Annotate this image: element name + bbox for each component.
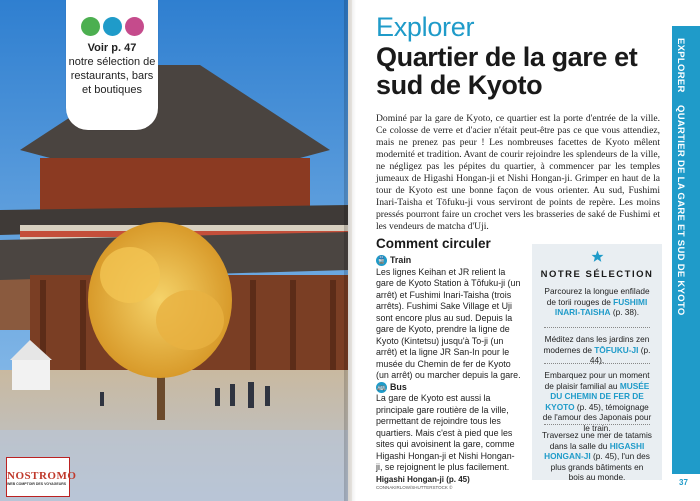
- top-pick-item: [542, 334, 652, 366]
- train-icon: 🚆: [376, 255, 387, 266]
- side-tab-chapter-label: QUARTIER DE LA GARE ET SUD DE KYOTO: [675, 105, 686, 316]
- train-subheading: [376, 255, 521, 267]
- see-also-text: [66, 41, 158, 97]
- top-pick-text: Traversez une mer de tatamis dans la salle du: [542, 430, 652, 451]
- book-gutter-shadow: [344, 0, 356, 501]
- top-pick-highlight: MUSÉE DU CHEMIN DE FER DE KYOTO: [545, 380, 650, 412]
- bus-icon: 🚌: [376, 382, 387, 393]
- photo-credit: CONNAKIRLOW/SHUTTERSTOCK ©: [376, 485, 453, 490]
- watermark-brand: NOSTROMO: [7, 470, 77, 482]
- watermark-subtitle: WEB COMPTOIR DES VOYAGEURS: [7, 482, 67, 486]
- photo-caption: Higashi Hongan-ji (p. 45): [376, 475, 470, 484]
- shopping-bag-icon: [125, 17, 144, 36]
- top-pick-text: Embarquez pour un moment de plaisir familial au: [544, 370, 650, 391]
- top-pick-page: (p. 44).: [589, 344, 651, 366]
- side-tab-section-label: EXPLORER: [675, 38, 686, 93]
- top-pick-item: [542, 286, 652, 318]
- bus-text: La gare de Kyoto est aussi la principale gare routière de la ville, permettant de rejoindre tous les quartiers. Mais c'est à pied que les sites qui avoisinent la gare, comme Higashi Hongan-ji et Nishi Hongan-ji, se rejoignent le plus facilement.: [376, 393, 515, 472]
- intro-paragraph: Dominé par la gare de Kyoto, ce quartier est la porte d'entrée de la ville. Ce colosse de verre et d'acier n'était peut-être pas ce que vous attendiez, mais ne prenez pas peur ! Les nombreuses facettes de Kyoto mêlent modernité et tradition. Avant de courir rejoindre les splendeurs de la ville, ne négligez pas les pépites du quartier, à commencer par les temples jumeaux de Higashi Hongan-ji et Nishi Hongan-ji. Grimper en haut de la tour de Kyoto est une bonne façon de vous orienter. Au sud, Fushimi Inari-Taisha et Tōfuku-ji vous serviront de points de repère. Les moins pressés pourront faire un crochet vers les brasseries de saké de Fushimi et les vendeurs de matcha d'Uji.: [376, 112, 660, 232]
- bus-label: Bus: [390, 381, 407, 392]
- divider: [544, 327, 650, 328]
- divider: [544, 424, 650, 425]
- top-pick-text: Méditez dans les jardins zen modernes de: [543, 334, 650, 355]
- top-pick-text: Parcourez la longue enfilade de torii rouges de: [544, 286, 650, 307]
- getting-around-heading: Comment circuler: [376, 236, 491, 251]
- drink-icon: [103, 17, 122, 36]
- left-page-photo: [0, 0, 348, 501]
- top-pick-highlight: HIGASHI HONGAN-JI: [544, 440, 645, 462]
- star-icon: [591, 250, 604, 263]
- see-also-description: notre sélection de restaurants, bars et boutiques: [68, 56, 156, 96]
- restaurant-icon: [81, 17, 100, 36]
- top-pick-item: [542, 430, 652, 483]
- train-label: Train: [390, 255, 412, 265]
- bus-subheading: [376, 382, 521, 394]
- page-number: 37: [679, 478, 688, 487]
- top-pick-page: (p. 45), témoignage de l'amour des Japonais pour le train.: [542, 401, 652, 433]
- section-kicker: Explorer: [376, 12, 475, 42]
- side-tab-section: [675, 38, 697, 98]
- see-also-callout: [66, 0, 158, 130]
- top-picks-heading: NOTRE SÉLECTION: [540, 269, 654, 280]
- top-pick-page: (p. 38).: [610, 307, 640, 318]
- top-pick-highlight: TŌFUKU-JI: [594, 344, 639, 355]
- side-tab-chapter: [675, 105, 697, 465]
- top-pick-page: (p. 45), l'un des plus grands bâtiments en bois au monde.: [550, 451, 650, 483]
- temple-photo: [0, 0, 348, 501]
- watermark-logo: [6, 457, 77, 497]
- see-also-page-ref: Voir p. 47: [87, 42, 137, 54]
- train-text: Les lignes Keihan et JR relient la gare de Kyoto Station à Tōfuku-ji (un arrêt) et Fushimi Inari-Taisha (trois arrêts). Fushimi Sake Village et Uji sont encore plus au sud. Depuis la gare de Kyoto, prendre la ligne de Kyoto (Kintetsu) jusqu'à To-ji (un arrêt) et la ligne JR San-In pour le musée du Chemin de fer de Kyoto (un arrêt) ou marcher depuis la gare.: [376, 266, 521, 380]
- page-title: Quartier de la gare et sud de Kyoto: [376, 42, 638, 100]
- top-pick-highlight: FUSHIMI INARI-TAISHA: [554, 296, 648, 318]
- divider: [544, 363, 650, 364]
- category-icons: [66, 17, 158, 36]
- top-picks-box: [532, 244, 662, 483]
- getting-around-column: [376, 255, 521, 474]
- right-page: [352, 0, 700, 501]
